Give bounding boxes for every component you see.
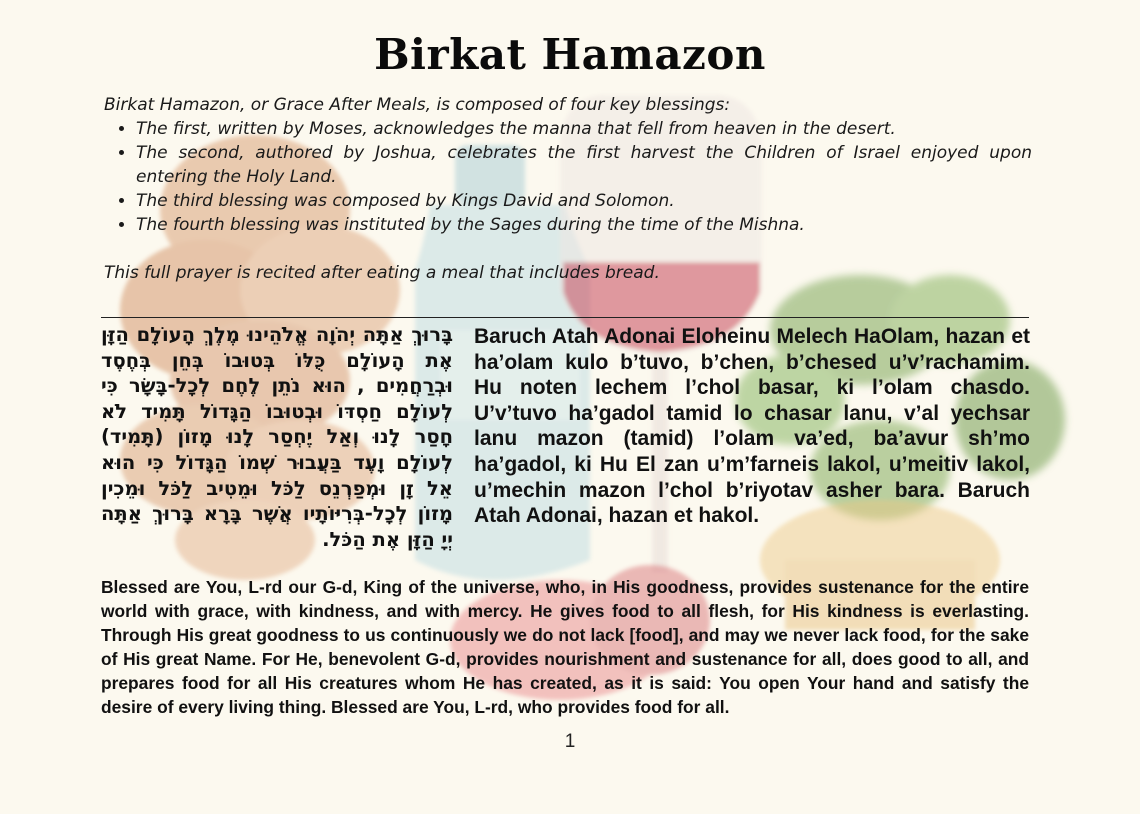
- transliteration-text: Baruch Atah Adonai Eloheinu Melech HaOlam, hazan et ha’olam kulo b’tuvo, b’chen, b’chesed u’v’rachamim. Hu noten lechem l’chol basar, ki l’olam chasdo. U’v’tuvo ha’gadol tamid lo chasar lanu, v’al yechsar lanu mazon (tamid) l’olam va’ed, ba’avur sh’mo ha’gadol, ki Hu El zan u’m’farneis lakol, u’meitiv lakol, u’mechin mazon l’chol b’riyotav asher bara. Baruch Atah Adonai, hazan et hakol.: [474, 325, 1030, 528]
- intro-section: [104, 93, 1032, 285]
- section-divider: [101, 317, 1029, 318]
- blessing-item: • The fourth blessing was instituted by the Sages during the time of the Mishna.: [136, 213, 1032, 237]
- blessings-list: [104, 117, 1032, 237]
- blessing-item: • The second, authored by Joshua, celebrates the first harvest the Children of Israel enjoyed upon entering the Holy Land.: [136, 141, 1032, 189]
- page-title: Birkat Hamazon: [374, 30, 766, 79]
- blessing-item: • The third blessing was composed by Kings David and Solomon.: [136, 189, 1032, 213]
- page-number: 1: [564, 731, 576, 752]
- intro-lead: Birkat Hamazon, or Grace After Meals, is composed of four key blessings:: [104, 95, 731, 115]
- blessing-item: • The first, written by Moses, acknowledges the manna that fell from heaven in the desert.: [136, 117, 1032, 141]
- intro-closing: This full prayer is recited after eating a meal that includes bread.: [104, 263, 660, 283]
- hebrew-text: בָּרוּךְ אַתָּה יְהֹוָה אֱלֹהֵינוּ מֶלֶךְ הָעוֹלָם הַזָּן אֶת הָעוֹלָם כֻּלּוֹ בְּטוּבוֹ בְּחֵן בְּחֶסֶד וּבְרַחֲמִים , הוּא נֹתֵן לֶחֶם לְכָל-בָּשָׂר כִּי לְעוֹלָם חַסְדּוֹ וּבְטוּבוֹ הַגָּדוֹל תָּמִיד לֹא חָסַר לָנוּ וְאַל יֶחְסַר לָנוּ מָזוֹן (תָּמִיד) לְעוֹלָם וָעֶד בַּעֲבוּר שְׁמוֹ הַגָּדוֹל כִּי הוּא אֵל זָן וּמְפַרְנֵס לַכֹּל וּמֵטִיב לַכֹּל וּמֵכִין מָזוֹן לְכָל-בְּרִיּוֹתָיו אֲשֶׁר בָּרָא בָּרוּךְ אַתָּה יְיָ הַזָּן אֶת הַכֹּל.: [101, 323, 453, 551]
- english-translation: Blessed are You, L-rd our G-d, King of the universe, who, in His goodness, provides sustenance for the entire world with grace, with kindness, and with mercy. He gives food to all flesh, for His kindness is everlasting. Through His great goodness to us continuously we do not lack [food], and may we never lack food, for the sake of His great Name. For He, benevolent G-d, provides nourishment and sustenance for all, does good to all, and prepares food for all His creatures whom He has created, as it is said: You open Your hand and satisfy the desire of every living thing. Blessed are You, L-rd, who provides food for all.: [101, 577, 1029, 717]
